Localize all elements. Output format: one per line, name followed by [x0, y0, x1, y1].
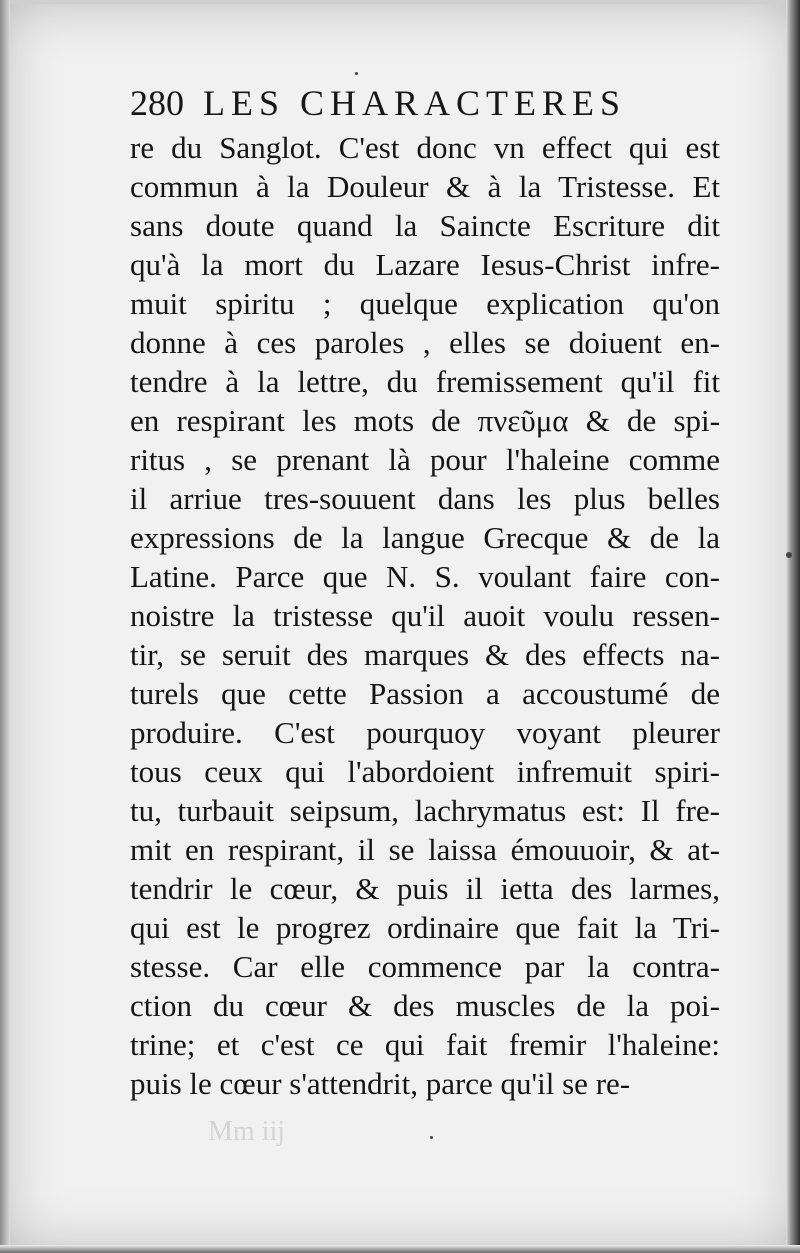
text-line: turels que cette Passion a accoustumé de — [130, 676, 720, 711]
text-line: Latine. Parce que N. S. voulant faire con- — [130, 559, 720, 594]
text-line: noistre la tristesse qu'il auoit voulu ressen- — [130, 598, 720, 633]
text-line: trine; et c'est ce qui fait fremir l'haleine: — [130, 1027, 720, 1062]
text-line: ction du cœur & des muscles de la poi- — [130, 988, 720, 1023]
text-line: qu'à la mort du Lazare Iesus-Christ infre- — [130, 247, 720, 282]
body-text — [130, 128, 720, 1103]
running-title: LES CHARACTERES — [203, 83, 627, 123]
text-line: mit en respirant, il se laissa émouuoir, & at- — [130, 832, 720, 867]
page-top-edge — [0, 0, 800, 4]
text-line: muit spiritu ; quelque explication qu'on — [130, 286, 720, 321]
text-line: tendre à la lettre, du fremissement qu'il fit — [130, 364, 720, 399]
text-line: donne à ces paroles , elles se doiuent en- — [130, 325, 720, 360]
signature-mark: Mm iij — [208, 1116, 286, 1147]
text-line: puis le cœur s'attendrit, parce qu'il se re- — [130, 1066, 631, 1101]
text-line: commun à la Douleur & à la Tristesse. Et — [130, 169, 720, 204]
ink-speck — [430, 1136, 433, 1139]
text-line: tendrir le cœur, & puis il ietta des larmes, — [130, 871, 720, 906]
text-line: expressions de la langue Grecque & de la — [130, 520, 720, 555]
text-line: en respirant les mots de πνεῦμα & de spi- — [130, 403, 720, 438]
text-line: stesse. Car elle commence par la contra- — [130, 949, 720, 984]
page-left-edge — [0, 0, 10, 1253]
text-line: il arriue tres-souuent dans les plus belles — [130, 481, 720, 516]
running-head — [130, 82, 690, 124]
text-line: tous ceux qui l'abordoient infremuit spiri- — [130, 754, 720, 789]
text-line: ritus , se prenant là pour l'haleine comme — [130, 442, 720, 477]
text-line: qui est le progrez ordinaire que fait la Tri- — [130, 910, 720, 945]
text-line: tir, se seruit des marques & des effects na- — [130, 637, 720, 672]
text-line: sans doute quand la Saincte Escriture dit — [130, 208, 720, 243]
text-line: tu, turbauit seipsum, lachrymatus est: Il fre- — [130, 793, 720, 828]
page-right-edge — [786, 0, 800, 1253]
page-number: 280 — [130, 83, 184, 123]
text-line: re du Sanglot. C'est donc vn effect qui est — [130, 130, 720, 165]
ink-speck — [355, 72, 358, 75]
page-bottom-edge — [0, 1245, 800, 1253]
ink-speck — [786, 552, 792, 558]
text-line: produire. C'est pourquoy voyant pleurer — [130, 715, 720, 750]
